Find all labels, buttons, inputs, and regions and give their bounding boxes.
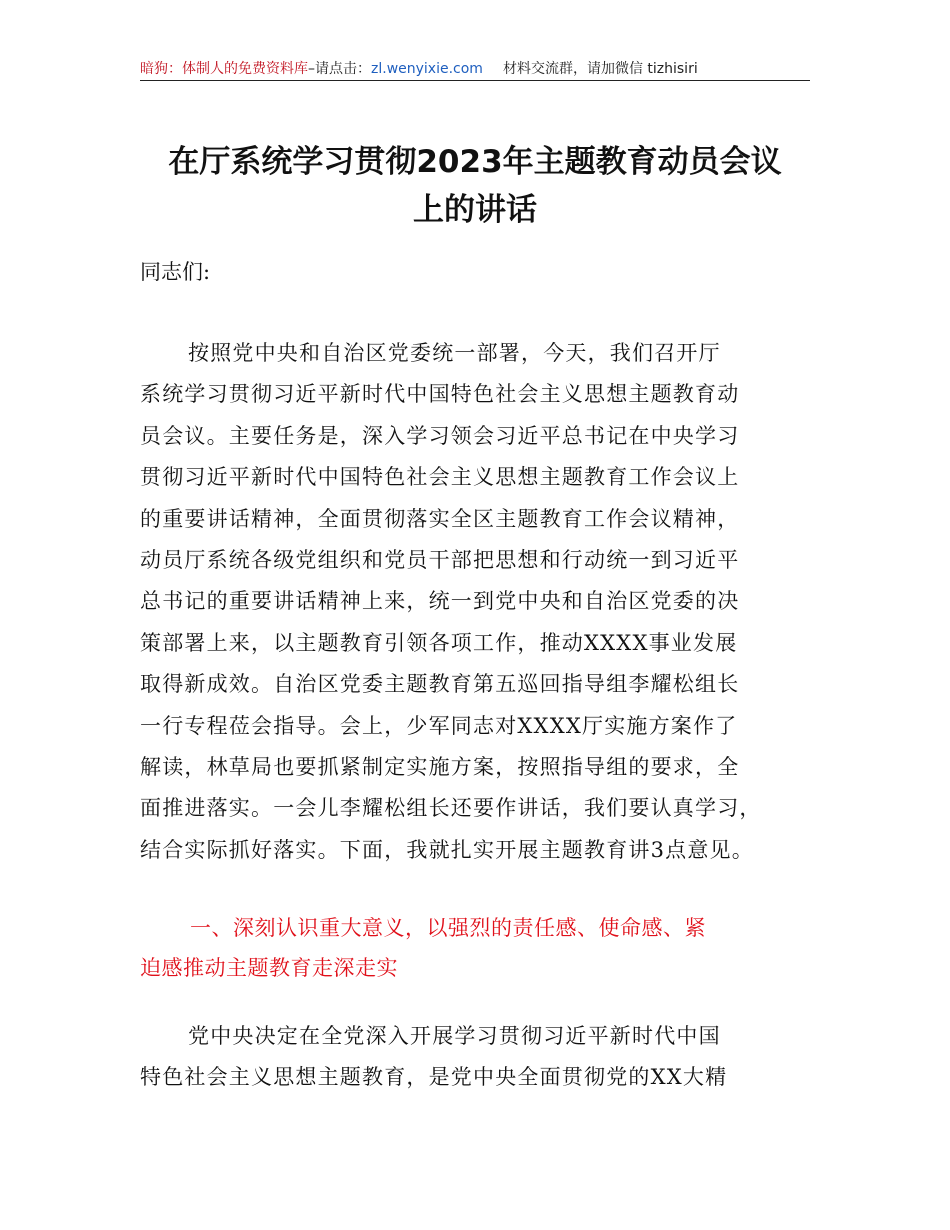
text-line: 员会议。主要任务是，深入学习领会习近平总书记在中央学习: [140, 423, 740, 448]
text-line: 结合实际抓好落实。下面，我就扎实开展主题教育讲3点意见。: [140, 837, 754, 862]
text-line: 一行专程莅会指导。会上，少军同志对XXXX厅实施方案作了: [140, 713, 738, 738]
text-line: 按照党中央和自治区党委统一部署，今天，我们召开厅: [188, 341, 721, 365]
title-line-1: 在厅系统学习贯彻2023年主题教育动员会议: [168, 144, 782, 180]
text-line: 面推进落实。一会儿李耀松组长还要作讲话，我们要认真学习，: [140, 796, 762, 821]
text-line: 解读，林草局也要抓紧制定实施方案，按照指导组的要求，全: [140, 755, 740, 780]
page-header: [140, 60, 810, 81]
section-1-paragraph: [140, 1016, 820, 1099]
text-line: 动员厅系统各级党组织和党员干部把思想和行动统一到习近平: [140, 548, 740, 573]
document-title: [140, 138, 810, 234]
text-line: 党中央决定在全党深入开展学习贯彻习近平新时代中国: [188, 1024, 721, 1048]
text-line: 贯彻习近平新时代中国特色社会主义思想主题教育工作会议上: [140, 465, 740, 490]
header-url-link[interactable]: zl.wenyixie.com: [371, 61, 483, 77]
header-prompt: –请点击：: [308, 61, 371, 77]
text-line: 特色社会主义思想主题教育，是党中央全面贯彻党的XX大精: [140, 1065, 728, 1090]
text-line: 总书记的重要讲话精神上来，统一到党中央和自治区党委的决: [140, 589, 740, 614]
text-line: 系统学习贯彻习近平新时代中国特色社会主义思想主题教育动: [140, 382, 740, 407]
title-line-2: 上的讲话: [413, 192, 537, 228]
text-line: 取得新成效。自治区党委主题教育第五巡回指导组李耀松组长: [140, 672, 740, 697]
header-contact: 材料交流群，请加微信 tizhisiri: [502, 61, 698, 77]
header-brand: 暗狗：体制人的免费资料库: [140, 61, 308, 77]
text-line: 策部署上来，以主题教育引领各项工作，推动XXXX事业发展: [140, 630, 738, 655]
intro-paragraph: [140, 333, 820, 871]
heading-line-2: 迫感推动主题教育走深走实: [140, 956, 398, 980]
salutation: 同志们:: [140, 260, 211, 284]
heading-line-1: 一、深刻认识重大意义，以强烈的责任感、使命感、紧: [190, 916, 706, 940]
section-1-heading: [140, 912, 820, 984]
text-line: 的重要讲话精神，全面贯彻落实全区主题教育工作会议精神，: [140, 506, 740, 531]
